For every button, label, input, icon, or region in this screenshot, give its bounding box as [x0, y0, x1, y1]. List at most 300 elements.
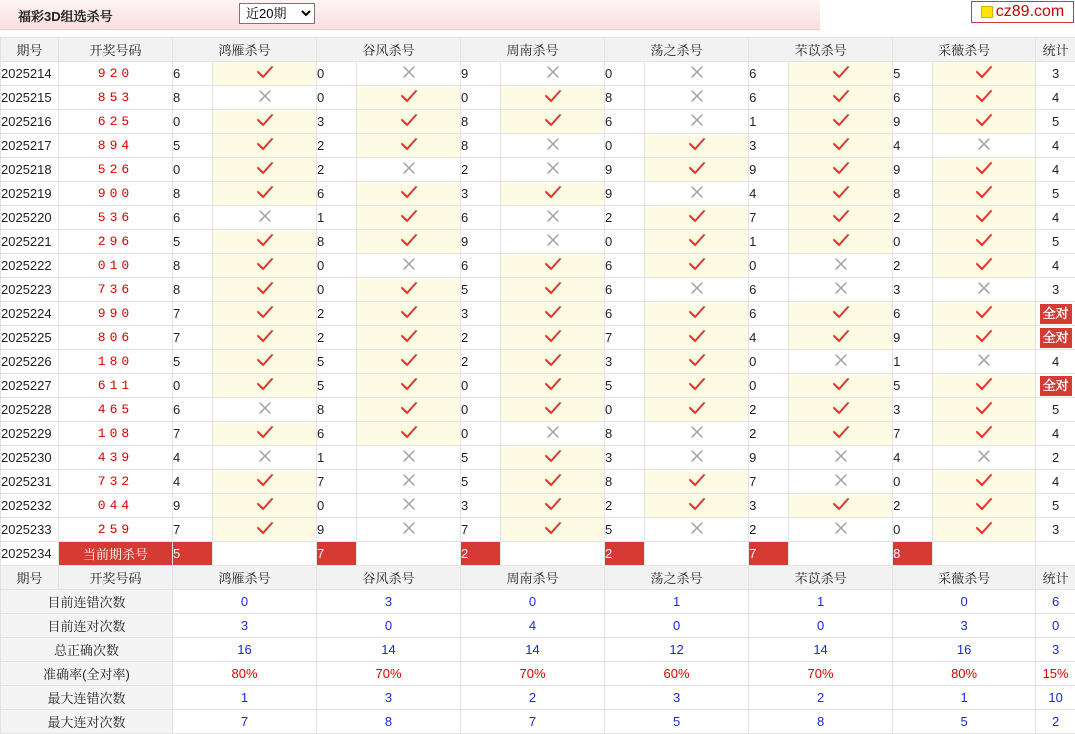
cross-icon [402, 497, 416, 514]
kill-number: 2 [893, 494, 933, 518]
kill-number: 3 [461, 494, 501, 518]
kill-number: 9 [461, 62, 501, 86]
draw-numbers: 990 [59, 302, 173, 326]
kill-number: 6 [317, 182, 357, 206]
kill-number: 8 [173, 86, 213, 110]
result-cell [645, 110, 749, 134]
issue-cell: 2025232 [1, 494, 59, 518]
cross-icon [690, 113, 704, 130]
kill-number: 6 [605, 278, 645, 302]
stat-cell: 5 [1036, 110, 1075, 134]
check-icon [256, 377, 274, 394]
result-cell [789, 62, 893, 86]
check-icon [688, 473, 706, 490]
table-row [1, 350, 1075, 374]
current-kill-label: 当前期杀号 [59, 542, 173, 566]
kill-number: 7 [173, 326, 213, 350]
site-logo[interactable] [971, 1, 1074, 23]
result-cell [933, 278, 1036, 302]
table-row [1, 86, 1075, 110]
check-icon [400, 185, 418, 202]
kill-number: 5 [173, 134, 213, 158]
result-cell [645, 86, 749, 110]
check-icon [688, 377, 706, 394]
check-icon [832, 425, 850, 442]
check-icon [256, 233, 274, 250]
stat-cell: 4 [1036, 158, 1075, 182]
result-cell [933, 398, 1036, 422]
check-icon [832, 137, 850, 154]
check-icon [975, 377, 993, 394]
all-correct-badge: 全对 [1040, 376, 1072, 396]
summary-value: 70% [317, 662, 461, 686]
kill-number: 7 [173, 422, 213, 446]
empty-cell [1036, 542, 1075, 566]
kill-number: 8 [173, 254, 213, 278]
summary-label: 最大连对次数 [1, 710, 173, 734]
cross-icon [402, 257, 416, 274]
result-cell [501, 494, 605, 518]
col-numbers: 开奖号码 [59, 38, 173, 62]
kill-number: 9 [893, 110, 933, 134]
kill-number: 9 [749, 446, 789, 470]
kill-number: 9 [317, 518, 357, 542]
result-cell [789, 134, 893, 158]
page-title: 福彩3D组选杀号 [18, 6, 113, 25]
draw-numbers: 900 [59, 182, 173, 206]
result-cell [357, 302, 461, 326]
check-icon [400, 233, 418, 250]
col-expert: 芣苡杀号 [749, 38, 893, 62]
check-icon [975, 521, 993, 538]
draw-numbers: 611 [59, 374, 173, 398]
summary-row [1, 638, 1075, 662]
col-expert: 芣苡杀号 [749, 566, 893, 590]
stat-cell [1036, 302, 1075, 326]
result-cell [645, 302, 749, 326]
kill-number: 2 [317, 158, 357, 182]
top-bar [0, 0, 820, 30]
cross-icon [690, 521, 704, 538]
kill-number: 0 [461, 374, 501, 398]
result-cell [933, 302, 1036, 326]
check-icon [832, 329, 850, 346]
summary-value: 0 [461, 590, 605, 614]
issue-cell: 2025217 [1, 134, 59, 158]
kill-number: 7 [749, 470, 789, 494]
check-icon [975, 89, 993, 106]
cross-icon [546, 161, 560, 178]
check-icon [400, 353, 418, 370]
result-cell [501, 254, 605, 278]
issue-cell: 2025229 [1, 422, 59, 446]
result-cell [645, 494, 749, 518]
kill-number: 0 [317, 278, 357, 302]
result-cell [789, 182, 893, 206]
kill-number: 5 [317, 374, 357, 398]
check-icon [256, 113, 274, 130]
result-cell [357, 110, 461, 134]
cross-icon [546, 65, 560, 82]
kill-number: 2 [461, 326, 501, 350]
cross-icon [977, 137, 991, 154]
result-cell [933, 158, 1036, 182]
result-cell [213, 422, 317, 446]
summary-label: 目前连对次数 [1, 614, 173, 638]
check-icon [400, 137, 418, 154]
result-cell [501, 446, 605, 470]
result-cell [645, 518, 749, 542]
result-cell [789, 86, 893, 110]
result-cell [357, 326, 461, 350]
kill-number: 5 [173, 230, 213, 254]
kill-number: 8 [461, 134, 501, 158]
draw-numbers: 044 [59, 494, 173, 518]
check-icon [832, 305, 850, 322]
check-icon [400, 209, 418, 226]
kill-number: 1 [749, 110, 789, 134]
summary-stat: 3 [1036, 638, 1075, 662]
stat-cell: 5 [1036, 494, 1075, 518]
summary-value: 0 [749, 614, 893, 638]
check-icon [832, 113, 850, 130]
result-cell [357, 62, 461, 86]
draw-numbers: 732 [59, 470, 173, 494]
result-cell [213, 494, 317, 518]
draw-numbers: 010 [59, 254, 173, 278]
result-cell [645, 374, 749, 398]
kill-number: 6 [461, 254, 501, 278]
result-cell [357, 494, 461, 518]
kill-number: 6 [605, 302, 645, 326]
check-icon [544, 497, 562, 514]
check-icon [256, 521, 274, 538]
draw-numbers: 736 [59, 278, 173, 302]
col-numbers: 开奖号码 [59, 566, 173, 590]
summary-value: 1 [749, 590, 893, 614]
result-cell [933, 254, 1036, 278]
stat-cell: 4 [1036, 422, 1075, 446]
kill-number: 7 [173, 302, 213, 326]
result-cell [213, 398, 317, 422]
kill-number: 3 [461, 302, 501, 326]
result-cell [213, 518, 317, 542]
result-cell [213, 134, 317, 158]
summary-stat: 15% [1036, 662, 1075, 686]
summary-value: 0 [893, 590, 1036, 614]
summary-value: 2 [749, 686, 893, 710]
check-icon [832, 209, 850, 226]
issue-cell: 2025225 [1, 326, 59, 350]
result-cell [357, 422, 461, 446]
result-cell [357, 206, 461, 230]
kill-number: 8 [893, 182, 933, 206]
kill-number: 4 [893, 446, 933, 470]
draw-numbers: 259 [59, 518, 173, 542]
result-cell [501, 374, 605, 398]
kill-number: 2 [893, 254, 933, 278]
result-cell [789, 206, 893, 230]
table-row [1, 62, 1075, 86]
check-icon [975, 233, 993, 250]
kill-number: 2 [605, 206, 645, 230]
draw-numbers: 625 [59, 110, 173, 134]
result-cell [789, 278, 893, 302]
period-select[interactable] [239, 3, 315, 24]
summary-stat: 2 [1036, 710, 1075, 734]
col-issue: 期号 [1, 566, 59, 590]
kill-number: 1 [317, 206, 357, 230]
kill-number: 7 [605, 326, 645, 350]
result-cell [933, 134, 1036, 158]
result-cell [789, 422, 893, 446]
result-cell [213, 446, 317, 470]
result-cell [501, 182, 605, 206]
result-cell [645, 182, 749, 206]
kill-number: 6 [749, 86, 789, 110]
summary-value: 8 [317, 710, 461, 734]
summary-value: 3 [893, 614, 1036, 638]
summary-stat: 0 [1036, 614, 1075, 638]
stat-cell: 5 [1036, 398, 1075, 422]
stat-cell [1036, 326, 1075, 350]
check-icon [400, 401, 418, 418]
result-cell [213, 182, 317, 206]
kill-number: 0 [605, 134, 645, 158]
cross-icon [977, 353, 991, 370]
kill-number: 0 [605, 230, 645, 254]
draw-numbers: 806 [59, 326, 173, 350]
result-cell [933, 350, 1036, 374]
issue-cell: 2025224 [1, 302, 59, 326]
check-icon [256, 497, 274, 514]
stat-cell: 4 [1036, 134, 1075, 158]
check-icon [256, 161, 274, 178]
kill-number: 4 [173, 446, 213, 470]
result-cell [789, 110, 893, 134]
kill-number: 0 [749, 254, 789, 278]
summary-row [1, 686, 1075, 710]
table-row [1, 518, 1075, 542]
summary-label: 目前连错次数 [1, 590, 173, 614]
check-icon [544, 401, 562, 418]
cross-icon [402, 161, 416, 178]
result-cell [789, 326, 893, 350]
stat-cell: 4 [1036, 86, 1075, 110]
result-cell [501, 110, 605, 134]
check-icon [256, 185, 274, 202]
kill-number: 8 [317, 230, 357, 254]
kill-number: 9 [461, 230, 501, 254]
kill-number: 0 [173, 158, 213, 182]
check-icon [544, 353, 562, 370]
result-cell [645, 350, 749, 374]
kill-number: 0 [461, 86, 501, 110]
result-cell [645, 134, 749, 158]
current-kill-number: 7 [749, 542, 789, 566]
result-cell [213, 110, 317, 134]
all-correct-badge: 全对 [1040, 328, 1072, 348]
check-icon [975, 257, 993, 274]
draw-numbers: 465 [59, 398, 173, 422]
summary-value: 1 [173, 686, 317, 710]
summary-value: 4 [461, 614, 605, 638]
col-expert: 鸿雁杀号 [173, 566, 317, 590]
result-cell [789, 254, 893, 278]
kill-number: 3 [317, 110, 357, 134]
check-icon [256, 137, 274, 154]
result-cell [213, 302, 317, 326]
summary-value: 14 [461, 638, 605, 662]
kill-number-table [0, 37, 1075, 734]
check-icon [400, 425, 418, 442]
check-icon [544, 473, 562, 490]
kill-number: 1 [317, 446, 357, 470]
check-icon [975, 473, 993, 490]
table-row [1, 134, 1075, 158]
empty-cell [789, 542, 893, 566]
kill-number: 0 [173, 110, 213, 134]
empty-cell [213, 542, 317, 566]
check-icon [544, 257, 562, 274]
table-row [1, 254, 1075, 278]
result-cell [789, 470, 893, 494]
stat-cell: 4 [1036, 254, 1075, 278]
check-icon [832, 161, 850, 178]
kill-number: 6 [173, 206, 213, 230]
kill-number: 7 [749, 206, 789, 230]
summary-value: 1 [893, 686, 1036, 710]
result-cell [933, 470, 1036, 494]
result-cell [645, 230, 749, 254]
stat-cell: 5 [1036, 182, 1075, 206]
check-icon [975, 65, 993, 82]
current-issue-row [1, 542, 1075, 566]
kill-number: 6 [173, 62, 213, 86]
stat-cell: 4 [1036, 206, 1075, 230]
kill-number: 4 [749, 182, 789, 206]
kill-number: 0 [893, 230, 933, 254]
table-row [1, 446, 1075, 470]
check-icon [975, 425, 993, 442]
result-cell [213, 374, 317, 398]
cross-icon [546, 233, 560, 250]
kill-number: 6 [173, 398, 213, 422]
kill-number: 5 [173, 350, 213, 374]
check-icon [256, 329, 274, 346]
stat-cell [1036, 374, 1075, 398]
table-row [1, 182, 1075, 206]
summary-value: 12 [605, 638, 749, 662]
kill-number: 8 [605, 86, 645, 110]
kill-number: 9 [893, 326, 933, 350]
result-cell [357, 398, 461, 422]
issue-cell: 2025218 [1, 158, 59, 182]
check-icon [256, 65, 274, 82]
cross-icon [834, 521, 848, 538]
result-cell [501, 230, 605, 254]
issue-cell: 2025214 [1, 62, 59, 86]
summary-value: 1 [605, 590, 749, 614]
table-row [1, 422, 1075, 446]
kill-number: 0 [317, 86, 357, 110]
result-cell [501, 470, 605, 494]
summary-value: 3 [173, 614, 317, 638]
check-icon [544, 449, 562, 466]
issue-cell: 2025220 [1, 206, 59, 230]
kill-number: 0 [893, 518, 933, 542]
draw-numbers: 439 [59, 446, 173, 470]
summary-value: 80% [893, 662, 1036, 686]
check-icon [544, 521, 562, 538]
kill-number: 6 [893, 302, 933, 326]
current-kill-number: 5 [173, 542, 213, 566]
check-icon [832, 401, 850, 418]
col-stat: 统计 [1036, 566, 1075, 590]
check-icon [544, 281, 562, 298]
issue-cell: 2025234 [1, 542, 59, 566]
kill-number: 4 [893, 134, 933, 158]
result-cell [213, 158, 317, 182]
issue-cell: 2025231 [1, 470, 59, 494]
kill-number: 9 [605, 182, 645, 206]
kill-number: 5 [893, 62, 933, 86]
result-cell [357, 470, 461, 494]
result-cell [789, 374, 893, 398]
check-icon [400, 305, 418, 322]
kill-number: 9 [173, 494, 213, 518]
kill-number: 0 [749, 374, 789, 398]
col-expert: 周南杀号 [461, 566, 605, 590]
logo-text: cz89.com [996, 2, 1064, 22]
result-cell [213, 86, 317, 110]
summary-stat: 10 [1036, 686, 1075, 710]
cross-icon [690, 65, 704, 82]
draw-numbers: 536 [59, 206, 173, 230]
kill-number: 4 [749, 326, 789, 350]
stat-cell: 4 [1036, 470, 1075, 494]
result-cell [933, 62, 1036, 86]
summary-value: 70% [461, 662, 605, 686]
cross-icon [258, 449, 272, 466]
check-icon [688, 161, 706, 178]
table-row [1, 110, 1075, 134]
cross-icon [977, 281, 991, 298]
kill-number: 0 [461, 398, 501, 422]
cross-icon [690, 185, 704, 202]
summary-value: 3 [605, 686, 749, 710]
check-icon [544, 185, 562, 202]
check-icon [400, 281, 418, 298]
col-issue: 期号 [1, 38, 59, 62]
draw-numbers: 894 [59, 134, 173, 158]
result-cell [645, 422, 749, 446]
check-icon [832, 89, 850, 106]
result-cell [213, 278, 317, 302]
check-icon [256, 257, 274, 274]
kill-number: 4 [173, 470, 213, 494]
result-cell [933, 374, 1036, 398]
kill-number: 7 [461, 518, 501, 542]
check-icon [688, 401, 706, 418]
kill-number: 5 [461, 446, 501, 470]
check-icon [832, 233, 850, 250]
kill-number: 3 [893, 278, 933, 302]
kill-number: 7 [317, 470, 357, 494]
check-icon [975, 185, 993, 202]
result-cell [501, 422, 605, 446]
kill-number: 3 [461, 182, 501, 206]
